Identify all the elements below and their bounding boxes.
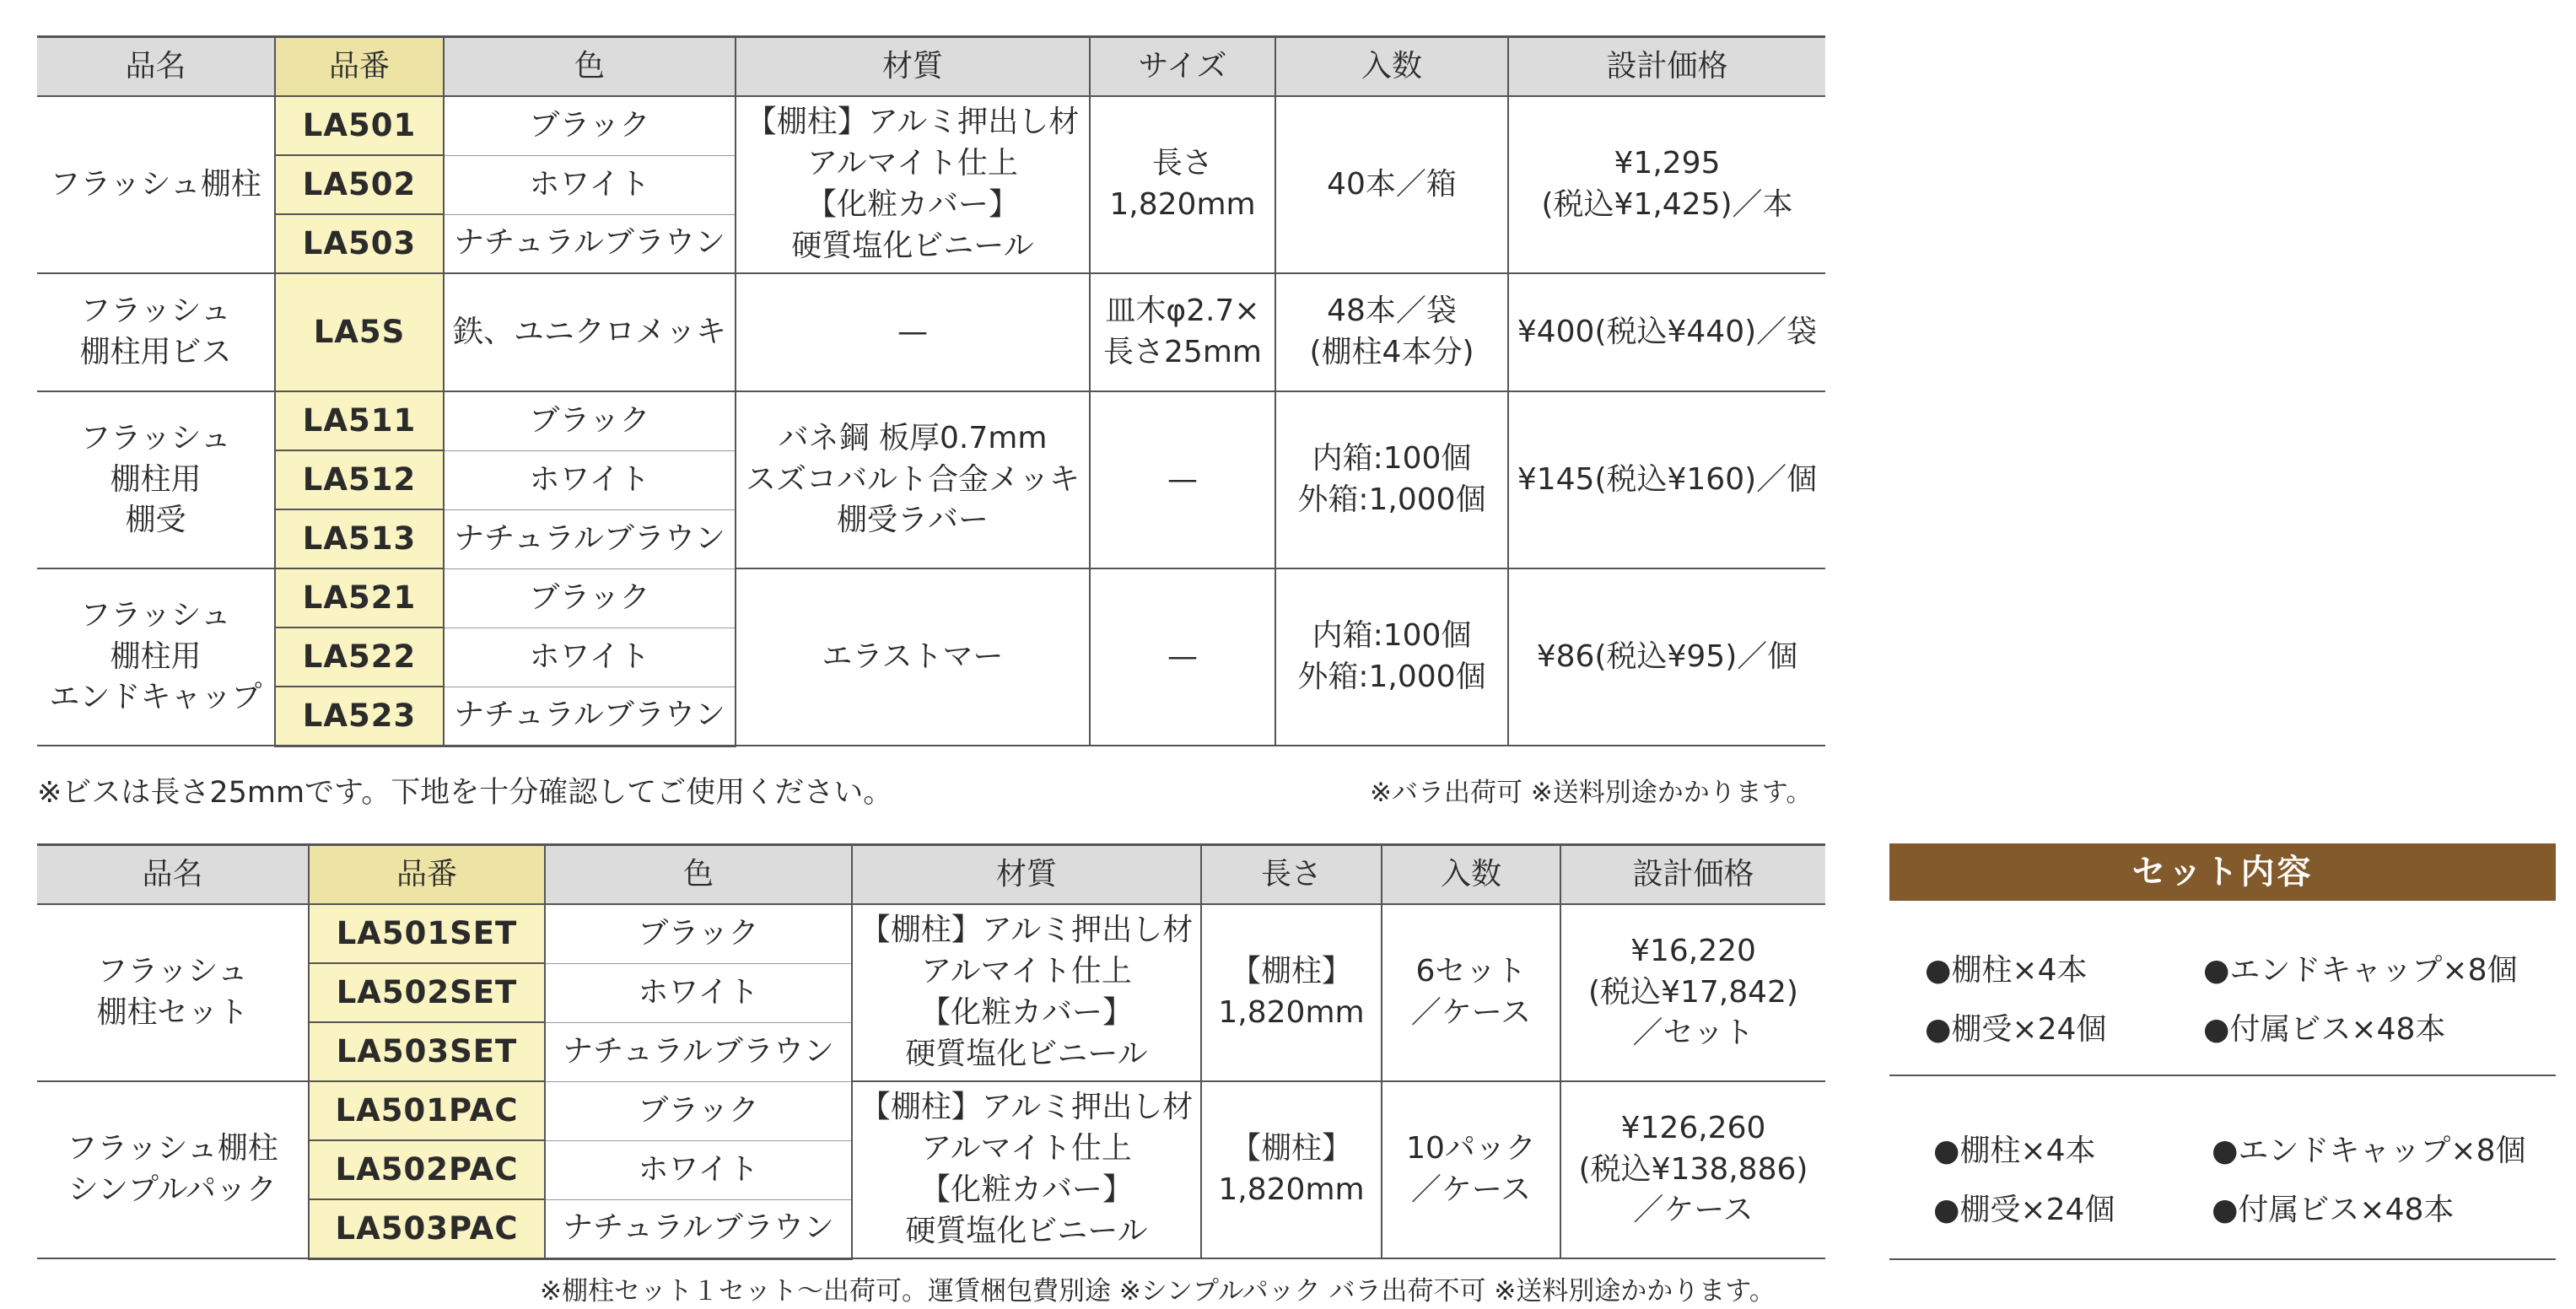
color-cell: ホワイト — [545, 1140, 852, 1199]
header-price: 設計価格 — [1560, 845, 1825, 905]
material-cell — [736, 273, 1090, 391]
color-cell: ブラック — [545, 904, 852, 963]
header-price: 設計価格 — [1508, 37, 1825, 97]
material-cell — [852, 1081, 1201, 1258]
material-line: バネ鋼 板厚0.7mm — [778, 420, 1048, 455]
price-cell — [1508, 96, 1825, 273]
price-line: ／セット — [1632, 1015, 1754, 1051]
length-cell — [1201, 904, 1382, 1081]
quantity-line: 外箱:1,000個 — [1297, 482, 1486, 517]
product-name-cell — [37, 273, 275, 391]
product-name-line: エンドキャップ — [49, 680, 262, 715]
material-cell — [736, 568, 1090, 746]
length-line: 1,820mm — [1218, 1172, 1365, 1207]
set-item: ●棚受×24個 — [1925, 1012, 2107, 1047]
set-item: ●エンドキャップ×8個 — [2212, 1134, 2526, 1168]
material-line: アルマイト仕上 — [921, 1131, 1132, 1166]
price-line: ¥400(税込¥440)／袋 — [1517, 314, 1818, 349]
product-code-cell: LA501 — [275, 96, 444, 155]
color-cell: ブラック — [444, 96, 736, 155]
table-row — [37, 904, 1825, 963]
product-name-line: 棚柱用 — [110, 461, 202, 497]
price-line: ¥1,295 — [1614, 146, 1721, 181]
product-code-cell: LA501SET — [309, 904, 545, 963]
color-cell: ホワイト — [545, 963, 852, 1022]
quantity-cell — [1275, 568, 1508, 746]
material-line: 棚受ラバー — [836, 503, 989, 538]
price-line: ¥126,260 — [1620, 1110, 1766, 1145]
material-line: エラストマー — [822, 638, 1004, 674]
quantity-line: 内箱:100個 — [1312, 618, 1472, 654]
material-line: アルマイト仕上 — [921, 954, 1132, 989]
product-name-line: 棚受 — [125, 503, 186, 538]
product-spec-table-2 — [37, 843, 1825, 1260]
quantity-line: 外箱:1,000個 — [1297, 660, 1486, 694]
product-code-cell: LA503PAC — [309, 1199, 545, 1258]
product-code-cell: LA501PAC — [309, 1081, 545, 1140]
set-contents-title: セット内容 — [1889, 843, 2556, 901]
color-cell: ホワイト — [444, 450, 736, 509]
color-cell: ナチュラルブラウン — [444, 687, 736, 746]
quantity-line: 48本／袋 — [1327, 294, 1457, 329]
product-code-cell: LA511 — [275, 391, 444, 450]
price-line: (税込¥17,842) — [1588, 974, 1798, 1010]
size-cell — [1090, 391, 1275, 568]
product-code-cell: LA512 — [275, 450, 444, 509]
header-product-code: 品番 — [309, 845, 545, 905]
product-name-line: 棚柱用 — [110, 638, 202, 674]
product-name-cell — [37, 904, 309, 1081]
product-code-cell: LA503SET — [309, 1022, 545, 1081]
product-code-cell: LA523 — [275, 687, 444, 746]
header-color: 色 — [444, 37, 736, 97]
material-line: — — [897, 314, 928, 349]
quantity-line: 40本／箱 — [1327, 166, 1457, 202]
color-cell: ナチュラルブラウン — [545, 1022, 852, 1081]
material-cell — [852, 904, 1201, 1081]
table-header-row — [37, 37, 1825, 97]
size-line: 1,820mm — [1109, 187, 1256, 222]
size-cell — [1090, 96, 1275, 273]
color-cell: ナチュラルブラウン — [444, 509, 736, 568]
length-line: 1,820mm — [1218, 995, 1365, 1030]
color-cell: ブラック — [444, 391, 736, 450]
material-line: 【化粧カバー】 — [919, 995, 1133, 1030]
quantity-line: ／ケース — [1410, 1172, 1532, 1207]
color-cell: ホワイト — [444, 628, 736, 687]
quantity-line: 内箱:100個 — [1312, 441, 1472, 477]
set-item: ●棚柱×4本 — [1933, 1134, 2096, 1168]
product-code-cell: LA503 — [275, 214, 444, 273]
product-name-cell — [37, 1081, 309, 1258]
size-line: — — [1167, 638, 1198, 674]
header-length: 長さ — [1201, 845, 1382, 905]
price-line: (税込¥138,886) — [1578, 1151, 1808, 1187]
product-name-line: フラッシュ — [80, 597, 231, 633]
size-line: 皿木φ2.7× — [1105, 294, 1260, 329]
product-name-cell — [37, 568, 275, 746]
quantity-cell — [1382, 904, 1560, 1081]
price-cell — [1508, 568, 1825, 746]
table1-footnote-left: ※ビスは長さ25mmです。下地を十分確認してご使用ください。 — [37, 776, 893, 810]
header-material: 材質 — [736, 37, 1090, 97]
quantity-line: 10パック — [1406, 1131, 1536, 1166]
table-row — [37, 273, 1825, 391]
quantity-line: ／ケース — [1410, 995, 1532, 1030]
material-line: 【化粧カバー】 — [919, 1172, 1133, 1207]
header-quantity: 入数 — [1275, 37, 1508, 97]
size-line: — — [1167, 461, 1198, 497]
length-line: 【棚柱】 — [1230, 954, 1352, 989]
quantity-line: 6セット — [1415, 954, 1527, 989]
color-cell: ブラック — [545, 1081, 852, 1140]
length-line: 【棚柱】 — [1230, 1131, 1352, 1166]
product-code-cell: LA502PAC — [309, 1140, 545, 1199]
size-cell — [1090, 568, 1275, 746]
set-contents-box — [1889, 901, 2556, 1076]
set-item: ●付属ビス×48本 — [2212, 1193, 2455, 1227]
table-header-row — [37, 845, 1825, 905]
table2-footnote: ※棚柱セット１セット～出荷可。運賃梱包費別途 ※シンプルパック バラ出荷不可 ※送料別途かかります。 — [540, 1276, 1776, 1306]
header-material: 材質 — [852, 845, 1201, 905]
set-contents-panel — [1889, 843, 2556, 1260]
product-name-line: フラッシュ — [97, 954, 248, 989]
price-cell — [1560, 904, 1825, 1081]
product-code-cell: LA502 — [275, 155, 444, 214]
table-row — [37, 1081, 1825, 1140]
quantity-cell — [1382, 1081, 1560, 1258]
product-code-cell: LA521 — [275, 568, 444, 628]
product-code-cell: LA5S — [275, 273, 444, 391]
set-item: ●棚柱×4本 — [1925, 953, 2088, 988]
header-color: 色 — [545, 845, 852, 905]
product-code-cell: LA502SET — [309, 963, 545, 1022]
material-line: 硬質塩化ビニール — [791, 228, 1034, 263]
product-name-line: 棚柱用ビス — [79, 335, 232, 369]
material-line: 硬質塩化ビニール — [905, 1213, 1148, 1248]
header-quantity: 入数 — [1382, 845, 1560, 905]
header-product-name: 品名 — [37, 37, 275, 97]
set-contents-box — [1889, 1076, 2556, 1260]
table1-footnote-right: ※バラ出荷可 ※送料別途かかります。 — [1370, 778, 1813, 808]
length-cell — [1201, 1081, 1382, 1258]
product-spec-table-1 — [37, 35, 1825, 747]
header-product-code: 品番 — [275, 37, 444, 97]
color-cell: ナチュラルブラウン — [444, 214, 736, 273]
size-line: 長さ — [1151, 146, 1213, 181]
set-item: ●棚受×24個 — [1933, 1193, 2115, 1227]
price-line: ／ケース — [1633, 1193, 1754, 1228]
material-line: 【棚柱】アルミ押出し材 — [860, 913, 1194, 948]
size-cell — [1090, 273, 1275, 391]
price-line: ¥16,220 — [1630, 933, 1756, 968]
price-cell — [1508, 391, 1825, 568]
quantity-cell — [1275, 391, 1508, 568]
material-line: 硬質塩化ビニール — [905, 1036, 1148, 1071]
product-name-line: フラッシュ — [80, 294, 231, 329]
material-line: 【化粧カバー】 — [806, 187, 1019, 222]
product-name-line: 棚柱セット — [96, 995, 249, 1030]
material-line: 【棚柱】アルミ押出し材 — [746, 105, 1080, 140]
quantity-cell — [1275, 273, 1508, 391]
product-name-line: フラッシュ棚柱 — [67, 1131, 278, 1166]
product-name-cell — [37, 96, 275, 273]
set-item: ●エンドキャップ×8個 — [2203, 953, 2518, 988]
product-name-line: フラッシュ棚柱 — [50, 166, 261, 202]
color-cell: ホワイト — [444, 155, 736, 214]
table-row — [37, 391, 1825, 450]
product-name-line: フラッシュ — [80, 420, 231, 455]
color-cell: ブラック — [444, 568, 736, 628]
header-size: サイズ — [1090, 37, 1275, 97]
material-cell — [736, 96, 1090, 273]
table-row — [37, 568, 1825, 628]
material-cell — [736, 391, 1090, 568]
product-name-line: シンプルパック — [67, 1172, 278, 1207]
color-cell: ナチュラルブラウン — [545, 1199, 852, 1258]
set-item: ●付属ビス×48本 — [2203, 1012, 2446, 1047]
price-cell — [1508, 273, 1825, 391]
product-code-cell: LA522 — [275, 628, 444, 687]
quantity-line: (棚柱4本分) — [1309, 335, 1474, 369]
material-line: 【棚柱】アルミ押出し材 — [860, 1090, 1194, 1125]
table-row — [37, 96, 1825, 155]
material-line: アルマイト仕上 — [807, 146, 1018, 181]
price-line: (税込¥1,425)／本 — [1541, 187, 1793, 222]
header-product-name: 品名 — [37, 845, 309, 905]
price-line: ¥145(税込¥160)／個 — [1517, 461, 1818, 497]
quantity-cell — [1275, 96, 1508, 273]
price-cell — [1560, 1081, 1825, 1258]
size-line: 長さ25mm — [1103, 335, 1262, 369]
product-name-cell — [37, 391, 275, 568]
material-line: スズコバルト合金メッキ — [745, 461, 1080, 497]
product-code-cell: LA513 — [275, 509, 444, 568]
price-line: ¥86(税込¥95)／個 — [1536, 638, 1798, 674]
color-cell: 鉄、ユニクロメッキ — [444, 273, 736, 391]
